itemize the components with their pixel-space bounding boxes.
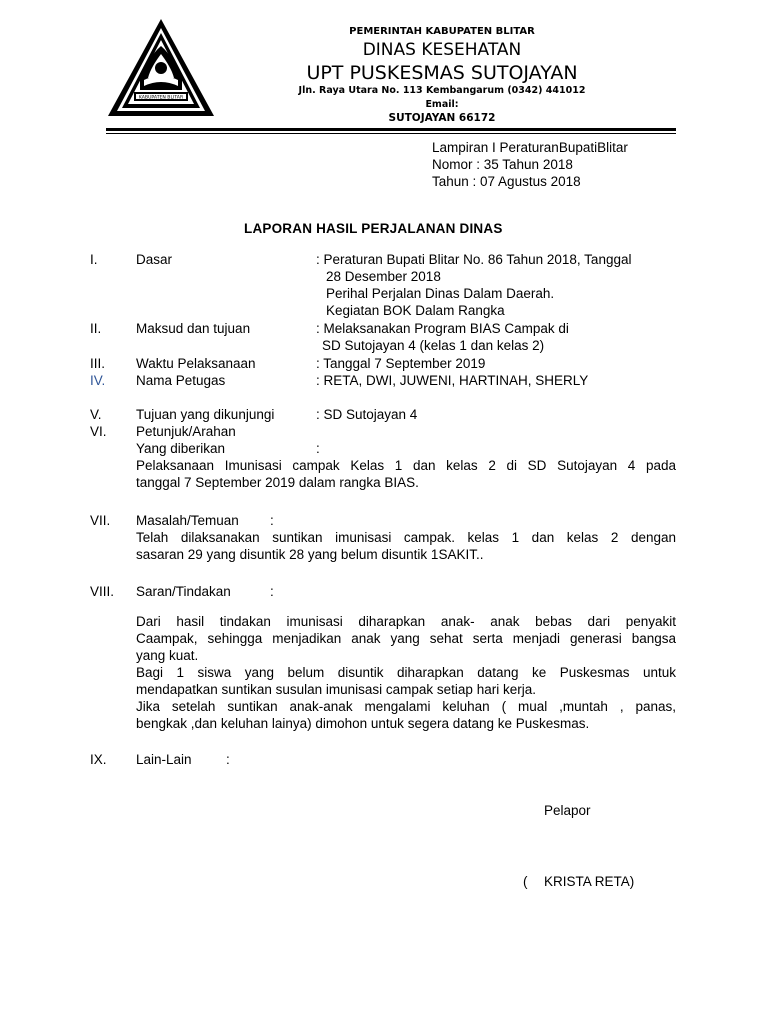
section-8-para-line-1: Dari hasil tindakan imunisasi diharapkan anak- anak bebas dari penyakit: [136, 614, 676, 629]
section-7-number: VII.: [90, 513, 111, 528]
section-8-colon: :: [270, 584, 274, 599]
header-divider-thin: [106, 133, 676, 134]
section-6-paragraph: [136, 457, 676, 491]
signature-name: KRISTA RETA): [544, 874, 635, 889]
logo-text: KABUPATEN BLITAR: [138, 95, 184, 101]
section-7-colon: :: [270, 513, 274, 528]
section-7-paragraph: [136, 529, 676, 563]
section-8-number: VIII.: [90, 584, 115, 599]
section-2-cont-1: SD Sutojayan 4 (kelas 1 dan kelas 2): [322, 338, 545, 353]
section-4-value: : RETA, DWI, JUWENI, HARTINAH, SHERLY: [316, 373, 589, 388]
section-9-colon: :: [226, 752, 230, 767]
section-4-number: IV.: [90, 373, 106, 388]
section-4-label: Nama Petugas: [136, 373, 226, 388]
header-government: PEMERINTAH KABUPATEN BLITAR: [349, 26, 535, 37]
section-6-colon: :: [316, 441, 320, 456]
section-3-number: III.: [90, 356, 106, 371]
section-5-value: : SD Sutojayan 4: [316, 407, 418, 422]
section-6-label: Petunjuk/Arahan: [136, 424, 236, 439]
section-8-para-line-6: Jika setelah suntikan anak-anak mengalami keluhan ( mual ,muntah , panas,: [136, 699, 676, 714]
section-7-para-line-2: sasaran 29 yang disuntik 28 yang belum disuntik 1SAKIT..: [136, 547, 484, 562]
section-2-value: : Melaksanakan Program BIAS Campak di: [316, 321, 569, 336]
signature-open-paren: (: [523, 874, 528, 889]
section-8-para-line-2: Caampak, sehingga menjadikan anak yang sehat serta menjadi generasi bangsa: [136, 631, 676, 646]
section-9-number: IX.: [90, 752, 107, 767]
section-2-label: Maksud dan tujuan: [136, 321, 251, 336]
kabupaten-blitar-logo: [104, 16, 218, 120]
signature-role: Pelapor: [544, 803, 591, 818]
section-8-para-line-3: yang kuat.: [136, 648, 199, 663]
header-email: Email:: [425, 99, 459, 110]
attachment-line-3: Tahun : 07 Agustus 2018: [432, 174, 581, 189]
header-divider-thick: [106, 128, 676, 131]
section-1-number: I.: [90, 252, 98, 267]
section-6-para-line-1: Pelaksanaan Imunisasi campak Kelas 1 dan kelas 2 di SD Sutojayan 4 pada: [136, 458, 676, 473]
section-7-para-line-1: Telah dilaksanakan suntikan imunisasi campak. kelas 1 dan kelas 2 dengan: [136, 530, 676, 545]
section-3-label: Waktu Pelaksanaan: [136, 356, 256, 371]
header-postal: SUTOJAYAN 66172: [388, 112, 496, 124]
section-1-value: : Peraturan Bupati Blitar No. 86 Tahun 2018, Tanggal: [316, 252, 632, 267]
section-8-para-line-7: bengkak ,dan keluhan lainya) dimohon untuk segera datang ke Puskesmas.: [136, 716, 590, 731]
section-1-cont-1: 28 Desember 2018: [326, 269, 441, 284]
section-6-label-2: Yang diberikan: [136, 441, 226, 456]
attachment-line-2: Nomor : 35 Tahun 2018: [432, 157, 573, 172]
attachment-line-1: Lampiran I PeraturanBupatiBlitar: [432, 140, 628, 155]
report-title: LAPORAN HASIL PERJALANAN DINAS: [244, 221, 503, 236]
section-6-para-line-2: tanggal 7 September 2019 dalam rangka BIAS.: [136, 475, 419, 490]
section-6-number: VI.: [90, 424, 107, 439]
section-3-value: : Tanggal 7 September 2019: [316, 356, 486, 371]
header-institution: UPT PUSKESMAS SUTOJAYAN: [306, 62, 578, 84]
section-8-para-line-4: Bagi 1 siswa yang belum disuntik diharapkan datang ke Puskesmas untuk: [136, 665, 676, 680]
section-5-label: Tujuan yang dikunjungi: [136, 407, 275, 422]
section-2-number: II.: [90, 321, 102, 336]
section-1-cont-3: Kegiatan BOK Dalam Rangka: [326, 303, 505, 318]
section-9-label: Lain-Lain: [136, 752, 192, 767]
section-8-label: Saran/Tindakan: [136, 584, 231, 599]
header-address: Jln. Raya Utara No. 113 Kembangarum (0342) 441012: [298, 85, 586, 96]
section-1-label: Dasar: [136, 252, 173, 267]
header-department: DINAS KESEHATAN: [362, 40, 522, 60]
section-1-cont-2: Perihal Perjalan Dinas Dalam Daerah.: [326, 286, 555, 301]
section-5-number: V.: [90, 407, 102, 422]
section-8-paragraph: [136, 613, 676, 732]
section-7-label: Masalah/Temuan: [136, 513, 239, 528]
section-8-para-line-5: mendapatkan suntikan susulan imunisasi campak setiap hari kerja.: [136, 682, 536, 697]
